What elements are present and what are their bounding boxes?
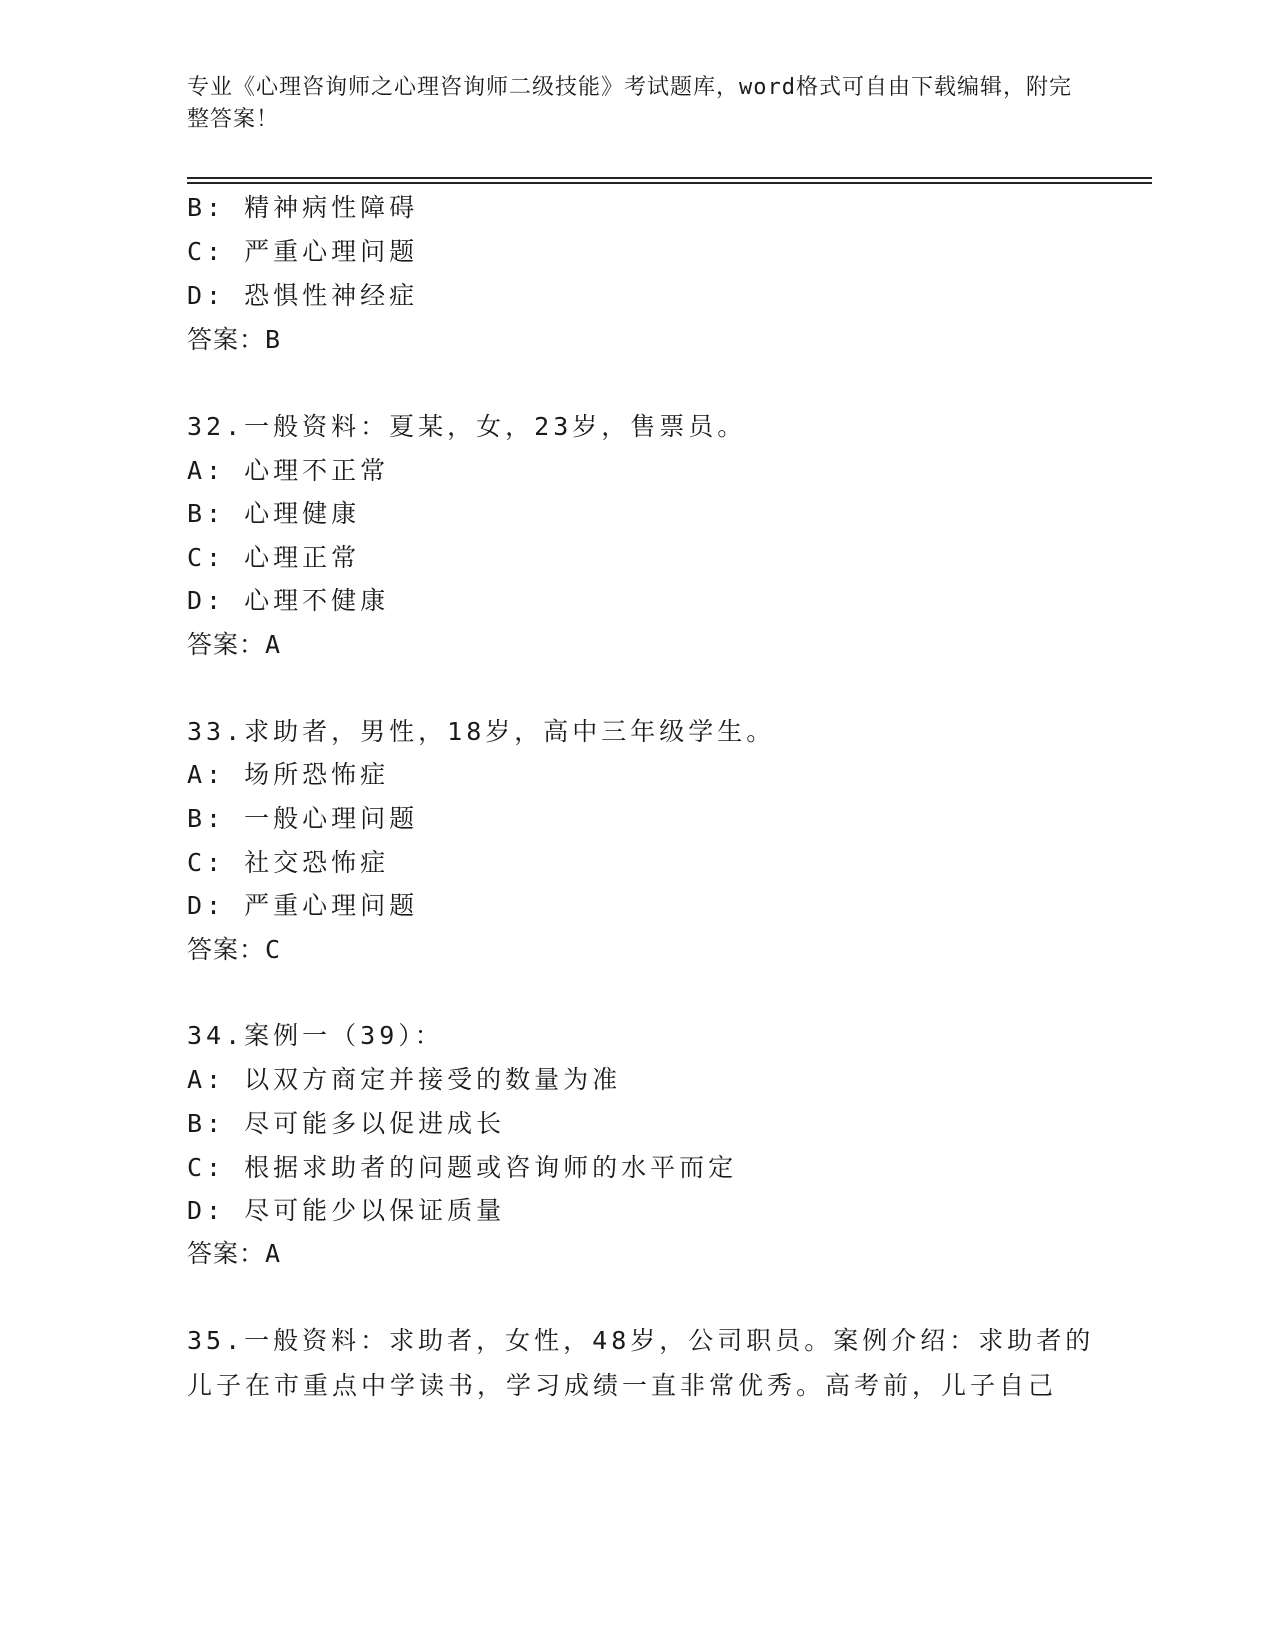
option-b: B: 精神病性障碍 [187, 193, 419, 222]
option-a: A: 以双方商定并接受的数量为准 [187, 1065, 622, 1094]
answer-value: B [265, 325, 282, 354]
option-b: B: 心理健康 [187, 499, 361, 528]
option-a: A: 心理不正常 [187, 456, 390, 485]
answer-label: 答案： [187, 325, 266, 354]
answer-line [187, 1238, 281, 1270]
answer-line [187, 934, 281, 966]
answer-label: 答案： [187, 1239, 266, 1268]
question-text-line-2: 儿子在市重点中学读书，学习成绩一直非常优秀。高考前，儿子自己 [187, 1371, 1058, 1400]
option-c: C: 心理正常 [187, 543, 361, 572]
option-c: C: 社交恐怖症 [187, 848, 390, 877]
option-d: D: 尽可能少以保证质量 [187, 1196, 506, 1225]
option-d: D: 恐惧性神经症 [187, 281, 419, 310]
option-b: B: 尽可能多以促进成长 [187, 1109, 506, 1138]
answer-value: C [265, 935, 282, 964]
document-header: 专业《心理咨询师之心理咨询师二级技能》考试题库，word格式可自由下载编辑，附完整答案！ [187, 75, 1072, 132]
question-text-line-1: 35.一般资料：求助者，女性，48岁，公司职员。案例介绍：求助者的 [187, 1326, 1095, 1355]
answer-line [187, 324, 281, 356]
option-c: C: 严重心理问题 [187, 237, 419, 266]
answer-line [187, 629, 281, 661]
question-text: 33.求助者，男性，18岁，高中三年级学生。 [187, 717, 776, 746]
option-c: C: 根据求助者的问题或咨询师的水平而定 [187, 1153, 738, 1182]
answer-value: A [265, 1239, 282, 1268]
option-a: A: 场所恐怖症 [187, 760, 390, 789]
header-rule-bottom [187, 182, 1152, 184]
option-b: B: 一般心理问题 [187, 804, 419, 833]
answer-label: 答案： [187, 935, 266, 964]
question-text: 32.一般资料：夏某，女，23岁，售票员。 [187, 412, 747, 441]
answer-value: A [265, 630, 282, 659]
answer-label: 答案： [187, 630, 266, 659]
option-d: D: 心理不健康 [187, 586, 390, 615]
option-d: D: 严重心理问题 [187, 891, 419, 920]
question-text: 34.案例一（39）： [187, 1021, 444, 1050]
header-rule-top [187, 177, 1152, 179]
